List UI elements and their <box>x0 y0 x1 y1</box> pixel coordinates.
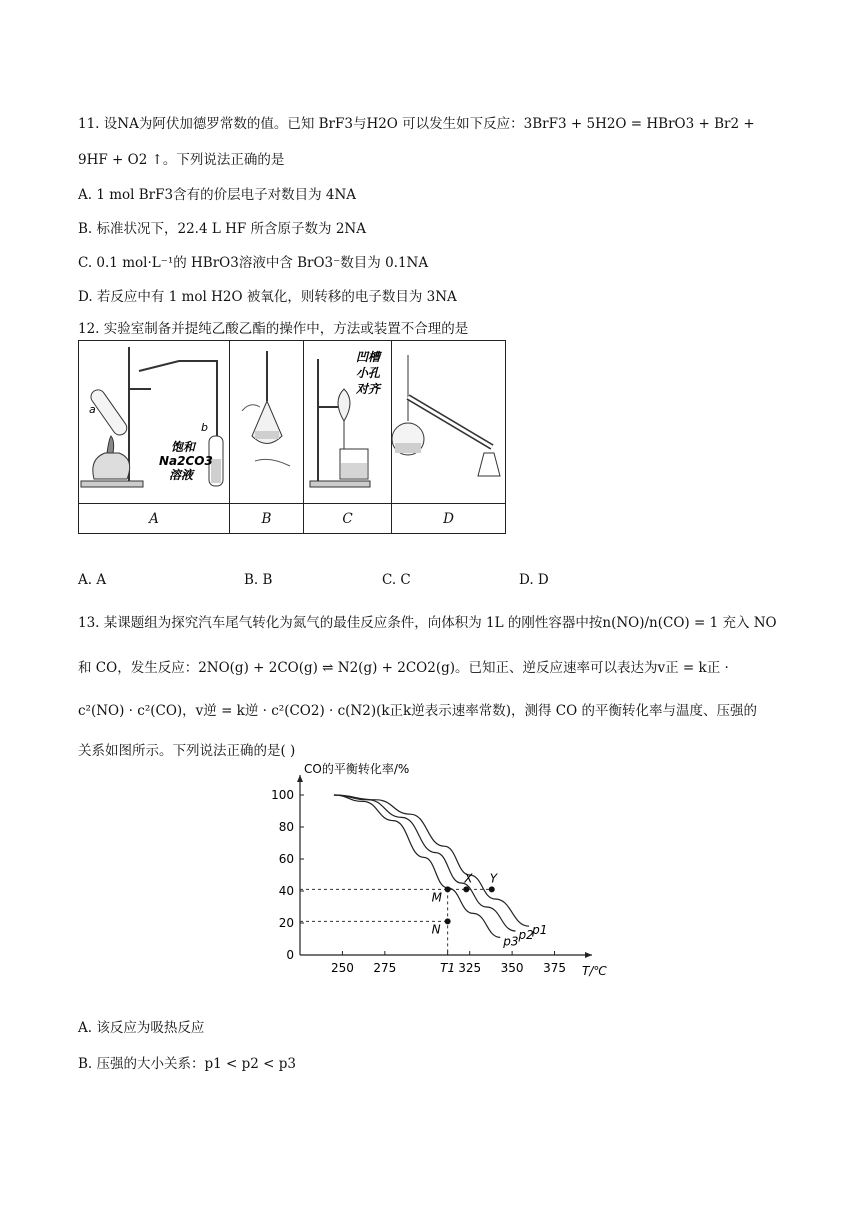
series-label-p1: p1 <box>532 923 548 938</box>
point-label-M: M <box>431 890 442 905</box>
apparatus-c-note-1: 凹槽 <box>356 350 381 364</box>
apparatus-a-label-a: a <box>89 403 96 416</box>
table-label-b: B <box>230 504 304 534</box>
apparatus-b-figure <box>230 341 303 499</box>
table-label-c: C <box>304 504 392 534</box>
series-label-p3: p3 <box>503 934 519 949</box>
q12-option-c: C. C <box>382 572 411 588</box>
apparatus-table <box>78 340 506 534</box>
q12-option-a: A. A <box>78 572 107 588</box>
q11-option-a: A. 1 mol BrF3含有的价层电子对数目为 4NA <box>78 187 357 203</box>
point-label-Y: Y <box>489 871 498 886</box>
point-label-N: N <box>431 922 441 937</box>
y-tick-label: 60 <box>278 852 294 866</box>
q12-option-b: B. B <box>244 572 273 588</box>
series-line-p1 <box>334 795 529 926</box>
apparatus-a-solution-1: 饱和 <box>171 440 196 454</box>
y-tick-label: 100 <box>271 788 294 802</box>
q11-option-b: B. 标准状况下，22.4 L HF 所含原子数为 2NA <box>78 221 366 237</box>
apparatus-c-note-3: 对齐 <box>356 382 381 396</box>
apparatus-c-cell <box>304 341 392 504</box>
q13-stem-line3: c²(NO) · c²(CO)，v逆 = k逆 · c²(CO2) · c(N2)(k正k逆表示速率常数)，测得 CO 的平衡转化率与温度、压强的 <box>78 703 757 719</box>
y-tick-label: 40 <box>278 884 294 898</box>
apparatus-c-note-2: 小孔 <box>356 366 381 380</box>
q11-stem-line1: 11. 设NA为阿伏加德罗常数的值。已知 BrF3与H2O 可以发生如下反应：3BrF3 + 5H2O = HBrO3 + Br2 + <box>78 116 755 132</box>
point-M <box>445 886 451 892</box>
x-tick-label: 325 <box>458 961 482 975</box>
q13-stem-line4: 关系如图所示。下列说法正确的是( ) <box>78 743 296 759</box>
x-axis-arrow <box>585 952 592 958</box>
y-tick-label: 0 <box>286 948 294 962</box>
q12-stem: 12. 实验室制备并提纯乙酸乙酯的操作中，方法或装置不合理的是 <box>78 321 469 337</box>
apparatus-a-figure <box>79 341 229 499</box>
table-label-d: D <box>392 504 506 534</box>
x-tick-label: 375 <box>543 961 566 975</box>
table-label-a: A <box>79 504 230 534</box>
series-label-p2: p2 <box>518 928 534 942</box>
apparatus-a-solution-2: Na2CO3 <box>159 454 213 468</box>
q13-stem-line2: 和 CO，发生反应：2NO(g) + 2CO(g) ⇌ N2(g) + 2CO2(g)。已知正、逆反应速率可以表达为v正 = k正 · <box>78 660 729 676</box>
apparatus-a-cell <box>79 341 230 504</box>
y-axis-label: CO的平衡转化率/% <box>304 762 410 776</box>
x-axis-label: T/℃ <box>582 964 607 978</box>
apparatus-d-figure <box>392 341 505 499</box>
apparatus-a-label-b: b <box>201 421 208 434</box>
q12-option-d: D. D <box>519 572 549 588</box>
point-Y <box>489 886 495 892</box>
apparatus-b-cell <box>230 341 304 504</box>
y-tick-label: 20 <box>278 916 294 930</box>
q13-option-b: B. 压强的大小关系：p1 < p2 < p3 <box>78 1056 296 1072</box>
y-tick-label: 80 <box>278 820 294 834</box>
apparatus-d-cell <box>392 341 506 504</box>
apparatus-c-figure <box>304 341 391 499</box>
co-conversion-chart <box>270 762 607 980</box>
y-axis-arrow <box>297 775 303 782</box>
q11-stem-line2: 9HF + O2 ↑。下列说法正确的是 <box>78 152 285 168</box>
q11-option-c: C. 0.1 mol·L⁻¹的 HBrO3溶液中含 BrO3⁻数目为 0.1NA <box>78 255 429 271</box>
point-X <box>463 886 469 892</box>
q13-option-a: A. 该反应为吸热反应 <box>78 1020 205 1036</box>
x-tick-label: T1 <box>440 961 456 975</box>
x-tick-label: 275 <box>373 961 397 975</box>
x-tick-label: 250 <box>330 961 354 975</box>
q13-stem-line1: 13. 某课题组为探究汽车尾气转化为氮气的最佳反应条件，向体积为 1L 的刚性容器中按n(NO)/n(CO) = 1 充入 NO <box>78 615 777 631</box>
point-label-X: X <box>464 871 473 886</box>
point-N <box>445 918 451 924</box>
series-line-p2 <box>334 795 516 931</box>
x-tick-label: 350 <box>500 961 524 975</box>
apparatus-a-solution-3: 溶液 <box>169 468 194 482</box>
q11-option-d: D. 若反应中有 1 mol H2O 被氧化，则转移的电子数目为 3NA <box>78 289 457 305</box>
